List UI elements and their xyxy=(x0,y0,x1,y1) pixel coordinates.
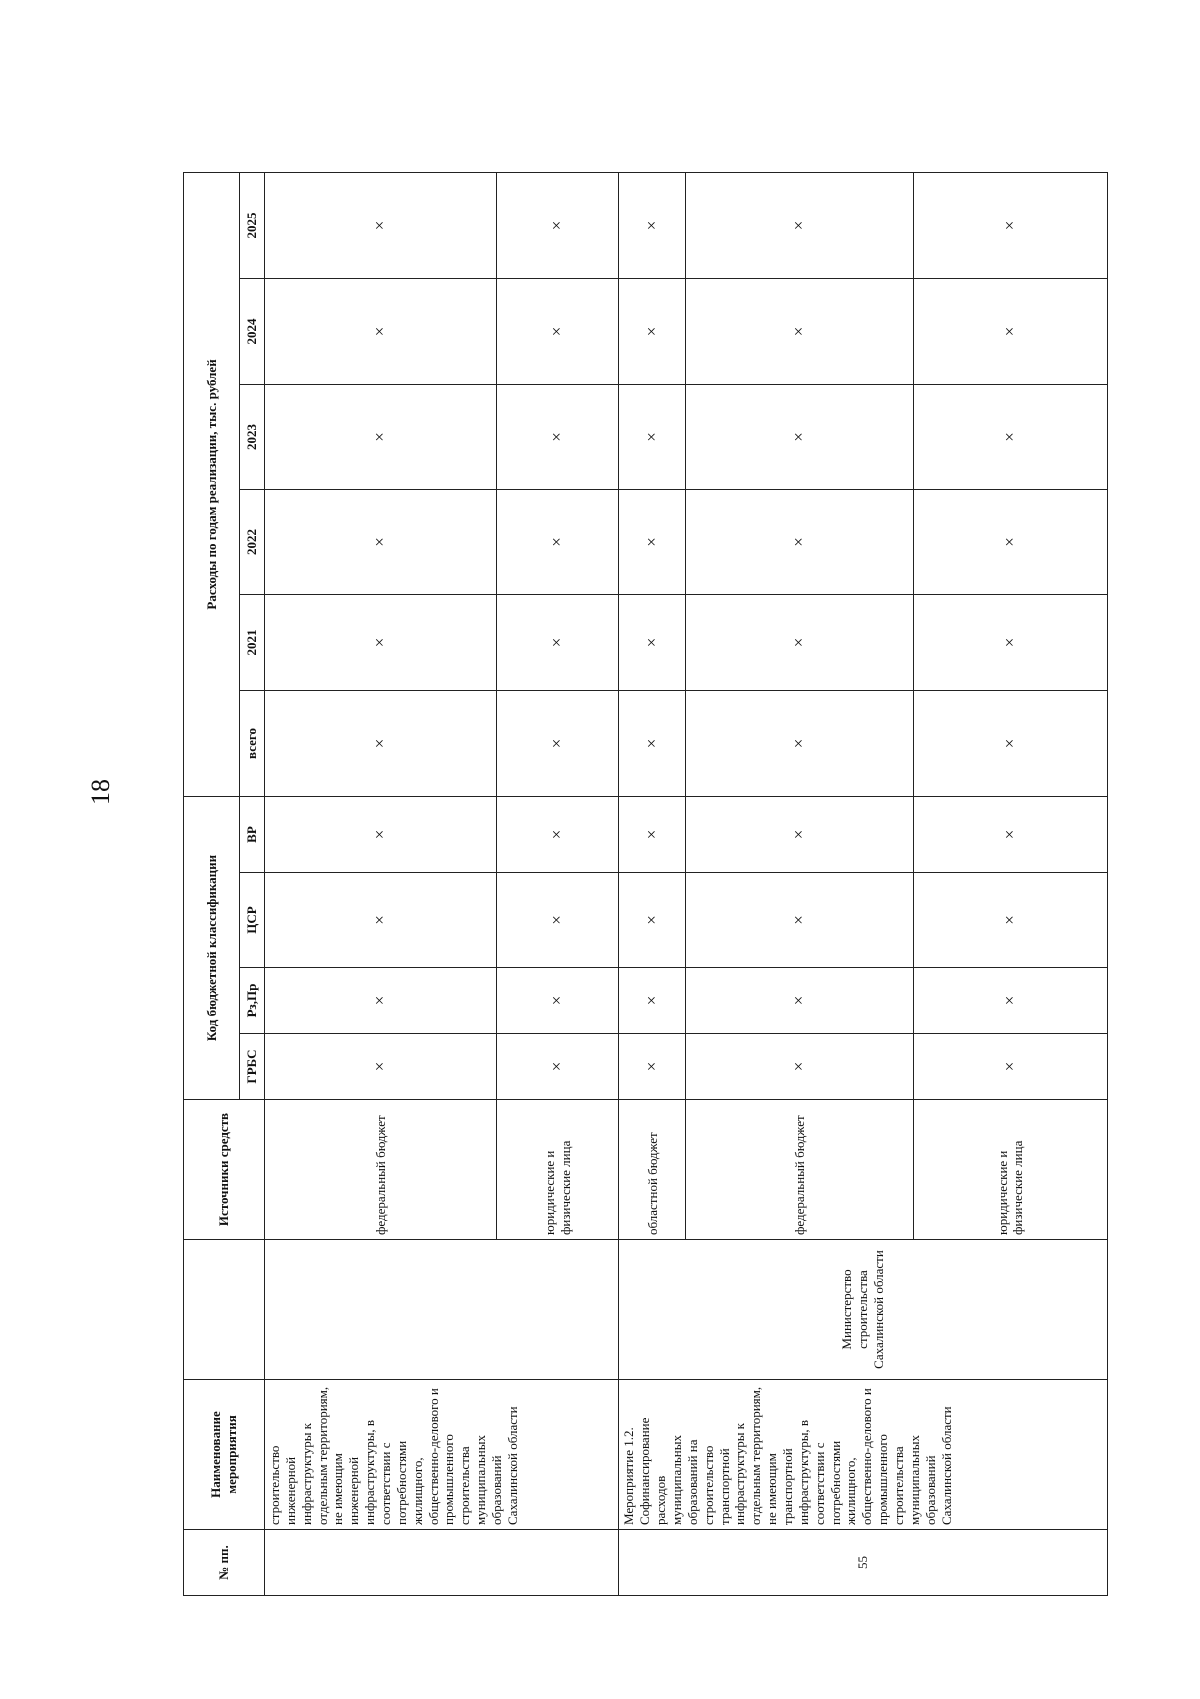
source-cell: областной бюджет xyxy=(619,1100,686,1240)
activity-name: Мероприятие 1.2. Софинансирование расходов муниципальных образований на строительство транспортной инфраструктуры к отдельным территориям, не имеющим транспортной инфраструктуры, в соответствии с потребностями жилищного, общественно-делового и промышленного строительства муниципальных образований Сахалинской области xyxy=(619,1380,1108,1530)
header-executor xyxy=(184,1240,265,1380)
source-cell: федеральный бюджет xyxy=(265,1100,497,1240)
x-mark: × xyxy=(913,278,1107,384)
x-mark: × xyxy=(619,690,686,796)
x-mark: × xyxy=(686,384,913,489)
x-mark: × xyxy=(913,384,1107,489)
x-mark: × xyxy=(497,278,619,384)
x-mark: × xyxy=(265,1034,497,1100)
header-csr: ЦСР xyxy=(240,873,265,968)
table-row xyxy=(619,65,686,1595)
x-mark: × xyxy=(497,172,619,278)
row-num-cell: 55 xyxy=(619,1530,1108,1596)
x-mark: × xyxy=(686,594,913,690)
x-mark: × xyxy=(497,489,619,594)
x-mark: × xyxy=(619,278,686,384)
executor-cell: Министерство строительства Сахалинской области xyxy=(619,1240,1108,1380)
x-mark: × xyxy=(619,796,686,872)
x-mark: × xyxy=(686,278,913,384)
x-mark: × xyxy=(265,690,497,796)
source-cell: юридические и физические лица xyxy=(497,1100,619,1240)
x-mark: × xyxy=(686,1034,913,1100)
header-vr: ВР xyxy=(240,796,265,872)
x-mark: × xyxy=(913,1034,1107,1100)
x-mark: × xyxy=(497,796,619,872)
x-mark: × xyxy=(497,690,619,796)
x-mark: × xyxy=(619,968,686,1034)
x-mark: × xyxy=(265,594,497,690)
header-budget-code: Код бюджетной классификации xyxy=(184,796,240,1099)
x-mark: × xyxy=(265,873,497,968)
x-mark: × xyxy=(686,873,913,968)
header-row-1 xyxy=(184,65,240,1595)
header-2021: 2021 xyxy=(240,594,265,690)
x-mark: × xyxy=(619,1034,686,1100)
x-mark: × xyxy=(265,172,497,278)
header-2025: 2025 xyxy=(240,172,265,278)
x-mark: × xyxy=(497,968,619,1034)
budget-table xyxy=(183,65,1108,1596)
x-mark: × xyxy=(913,172,1107,278)
x-mark: × xyxy=(686,968,913,1034)
page-number: 18 xyxy=(86,779,115,805)
x-mark: × xyxy=(686,489,913,594)
x-mark: × xyxy=(619,384,686,489)
source-cell: федеральный бюджет xyxy=(686,1100,913,1240)
x-mark: × xyxy=(619,172,686,278)
header-expenses: Расходы по годам реализации, тыс. рублей xyxy=(184,172,240,796)
x-mark: × xyxy=(265,489,497,594)
header-2023: 2023 xyxy=(240,384,265,489)
table-row xyxy=(265,65,497,1595)
header-grbs: ГРБС xyxy=(240,1034,265,1100)
header-total: всего xyxy=(240,690,265,796)
activity-name: строительство инженерной инфраструктуры к отдельным территориям, не имеющим инженерной инфраструктуры, в соответствии с потребностями жилищного, общественно-делового и промышленного строительства муниципальных образований Сахалинской области xyxy=(265,1380,619,1530)
x-mark: × xyxy=(265,968,497,1034)
x-mark: × xyxy=(619,873,686,968)
budget-table-container xyxy=(183,66,1108,1596)
x-mark: × xyxy=(686,690,913,796)
x-mark: × xyxy=(265,278,497,384)
x-mark: × xyxy=(265,796,497,872)
x-mark: × xyxy=(619,489,686,594)
x-mark: × xyxy=(913,594,1107,690)
header-num: № пп. xyxy=(184,1530,265,1596)
x-mark: × xyxy=(913,968,1107,1034)
row-num-cell xyxy=(265,1530,619,1596)
source-cell: юридические и физические лица xyxy=(913,1100,1107,1240)
x-mark: × xyxy=(265,384,497,489)
x-mark: × xyxy=(913,796,1107,872)
header-sources: Источники средств xyxy=(184,1100,265,1240)
x-mark: × xyxy=(913,690,1107,796)
x-mark: × xyxy=(497,594,619,690)
executor-cell xyxy=(265,1240,619,1380)
header-2022: 2022 xyxy=(240,489,265,594)
x-mark: × xyxy=(913,489,1107,594)
header-name: Наименование мероприятия xyxy=(184,1380,265,1530)
x-mark: × xyxy=(497,1034,619,1100)
x-mark: × xyxy=(686,172,913,278)
x-mark: × xyxy=(913,873,1107,968)
header-rzpr: Рз,Пр xyxy=(240,968,265,1034)
x-mark: × xyxy=(619,594,686,690)
x-mark: × xyxy=(497,873,619,968)
header-2024: 2024 xyxy=(240,278,265,384)
x-mark: × xyxy=(686,796,913,872)
x-mark: × xyxy=(497,384,619,489)
